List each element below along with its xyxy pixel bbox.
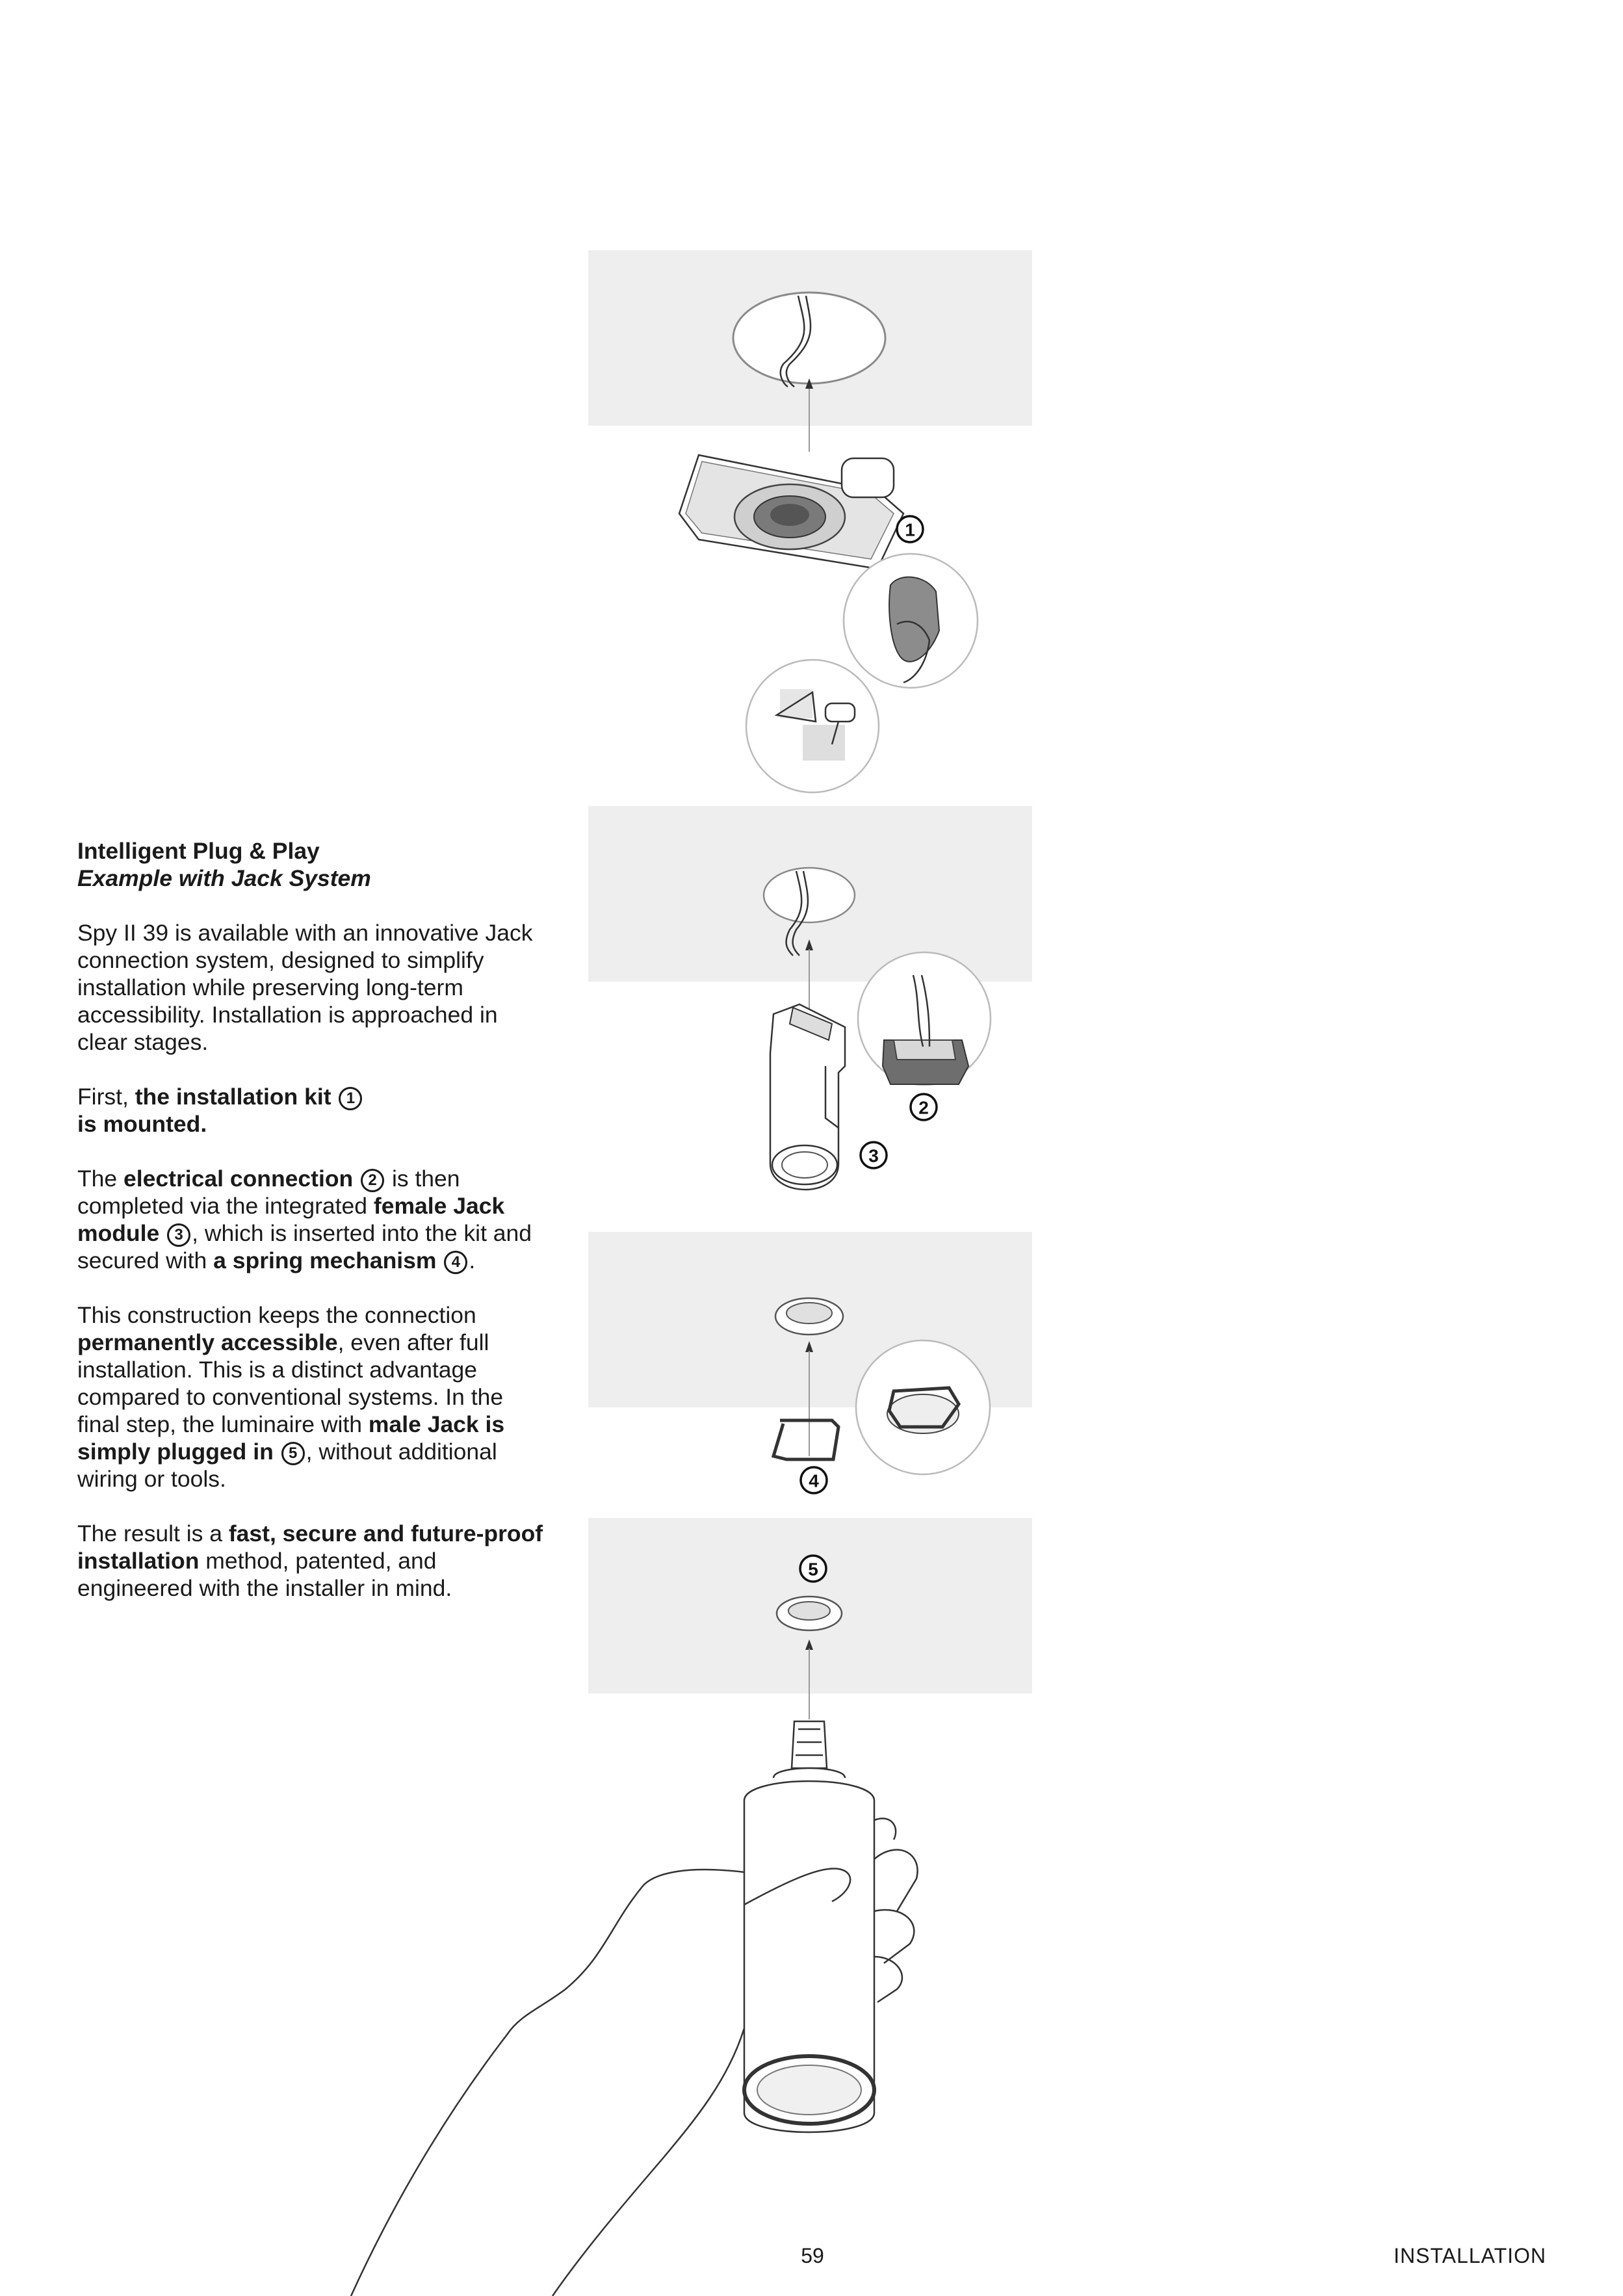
- luminaire-in-hand: [351, 1721, 918, 2296]
- svg-text:2: 2: [918, 1097, 929, 1118]
- construction-paragraph: This construction keeps the connection permanently accessible, even after full installation. This is a distinct advantage compared to conventional systems. In the final step, the luminaire with male Jack is simply plugged in 5 , without additional wiring or tools.: [77, 1302, 505, 1492]
- marker-1-inline: 1: [339, 1087, 362, 1110]
- intro-paragraph: Spy II 39 is available with an innovative Jack connection system, designed to simplify installation while preserving long-term accessibility. Installation is approached in clear stages.: [77, 920, 533, 1055]
- marker-3: [861, 1142, 887, 1168]
- marker-3-inline: 3: [167, 1223, 190, 1247]
- step-1-paragraph: First, the installation kit 1 is mounted.: [77, 1083, 545, 1138]
- heading-subtitle: Example with Jack System: [77, 865, 371, 891]
- svg-text:1: 1: [905, 519, 915, 540]
- page-number: 59: [801, 2244, 824, 2267]
- marker-4-inline: 4: [444, 1251, 467, 1274]
- section-label: INSTALLATION: [1394, 2244, 1546, 2267]
- heading-block: [77, 837, 545, 892]
- svg-text:5: 5: [808, 1559, 818, 1580]
- marker-5: [800, 1556, 826, 1582]
- svg-text:3: 3: [868, 1145, 879, 1166]
- svg-text:4: 4: [809, 1470, 819, 1491]
- step-2-paragraph: The electrical connection 2 is then completed via the integrated female Jack module 3 , which is inserted into the kit and secured with a spring mechanism 4 .: [77, 1166, 532, 1273]
- spring-mechanism: [773, 1420, 838, 1459]
- marker-2-inline: 2: [361, 1169, 384, 1192]
- jack-module: [770, 1004, 845, 1190]
- marker-1: [897, 516, 923, 542]
- text-column: [77, 837, 545, 1629]
- marker-2: [911, 1094, 937, 1120]
- result-paragraph: The result is a fast, secure and future-proof installation method, patented, and engineered with the installer in mind.: [77, 1520, 543, 1601]
- marker-4: [801, 1467, 827, 1493]
- marker-5-inline: 5: [281, 1442, 305, 1465]
- installation-kit: [679, 455, 903, 569]
- heading-title: Intelligent Plug & Play: [77, 838, 320, 864]
- kit-bold: the installation kit: [135, 1084, 331, 1110]
